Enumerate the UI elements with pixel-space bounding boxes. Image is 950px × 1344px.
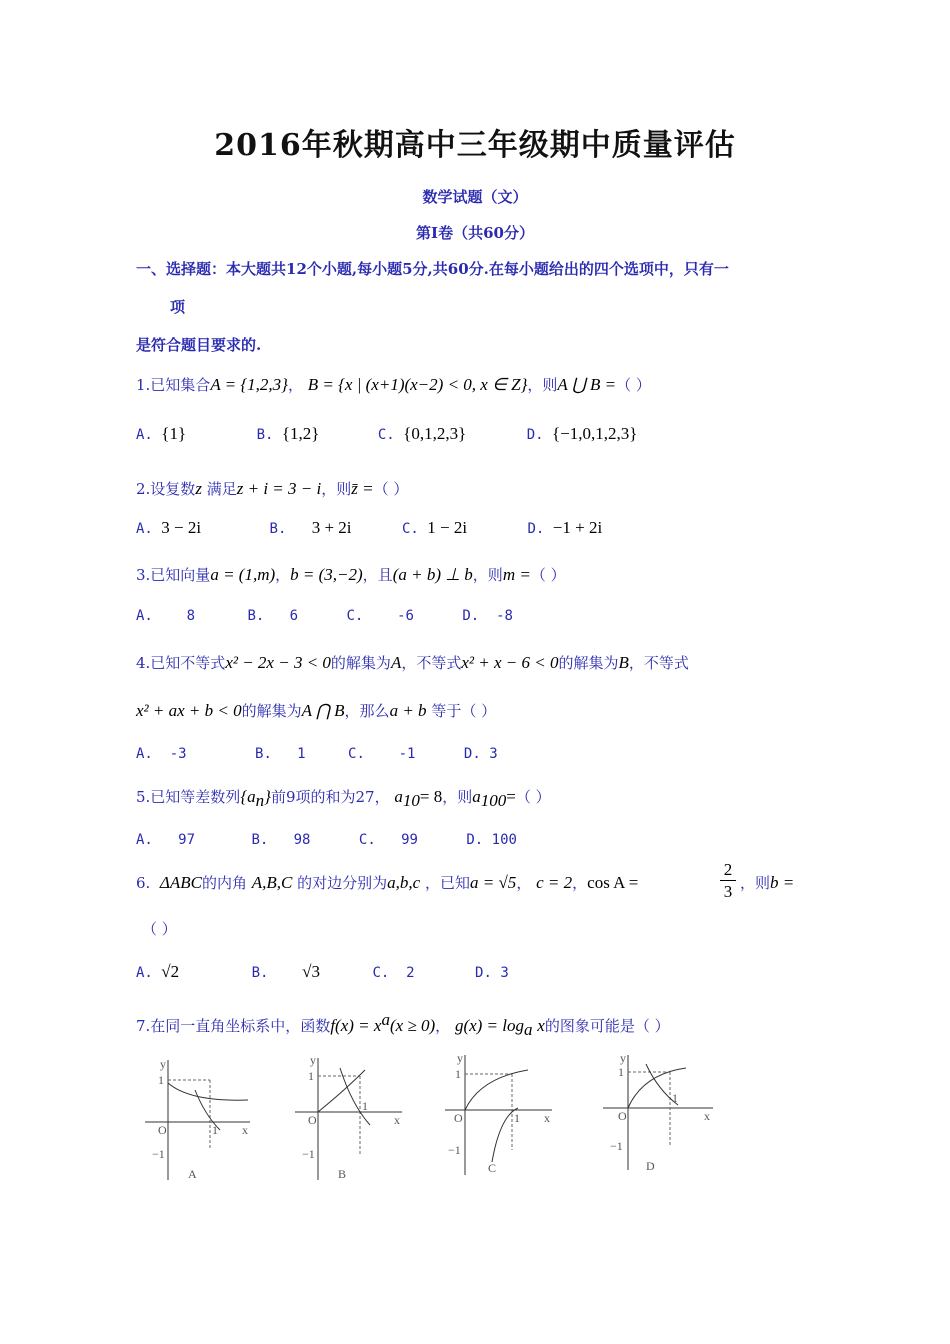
subtitle: 数学试题（文） bbox=[422, 188, 528, 206]
graph-c-y-label: y bbox=[457, 1051, 463, 1065]
graph-a-y-label: y bbox=[160, 1057, 166, 1071]
volume-label: 第Ⅰ卷（共60分） bbox=[416, 224, 534, 242]
graph-c-x-label: x bbox=[544, 1111, 550, 1125]
graph-b-origin: O bbox=[308, 1113, 317, 1127]
graph-a-neg-one: −1 bbox=[152, 1147, 165, 1161]
graph-d-neg-one: −1 bbox=[610, 1139, 623, 1153]
section-heading-line2: 项 bbox=[170, 298, 186, 316]
graph-c-neg-one: −1 bbox=[448, 1143, 461, 1157]
question-1-options: A. {1} B. {1,2} C. {0,1,2,3} D. {−1,0,1,2,3} bbox=[136, 424, 638, 443]
graph-c-label: C bbox=[488, 1161, 497, 1175]
graph-a-x-one: 1 bbox=[212, 1123, 218, 1137]
graph-d-one: 1 bbox=[618, 1065, 624, 1079]
question-4-options: A. -3 B. 1 C. -1 D. 3 bbox=[136, 746, 498, 762]
graph-b-y-label: y bbox=[310, 1053, 316, 1067]
graph-c-one: 1 bbox=[455, 1067, 461, 1081]
question-5: 5.已知等差数列$\{a_n\}$前9项的和为27， $a_{10}= 8$，则$a_{100}=$（ ） bbox=[136, 787, 551, 810]
question-4-cont: x² + ax + b < 0的解集为A ⋂ B，那么a + b 等于（ ） bbox=[136, 701, 497, 720]
graph-d-x-one: 1 bbox=[672, 1091, 678, 1105]
graph-b-x-one: 1 bbox=[362, 1099, 368, 1113]
page-title: 2016年秋期高中三年级期中质量评估 bbox=[214, 128, 736, 163]
graph-d-label: D bbox=[646, 1159, 655, 1173]
graph-a bbox=[145, 1057, 250, 1181]
graph-a-label: A bbox=[188, 1167, 197, 1181]
question-3-options: A. 8 B. 6 C. -6 D. -8 bbox=[136, 608, 513, 624]
question-2: 2.设复数z 满足z + i = 3 − i，则z̄ =（ ） bbox=[136, 479, 409, 498]
graph-c bbox=[445, 1051, 552, 1175]
graph-d-y-label: y bbox=[620, 1051, 626, 1065]
cos-fraction: 2 3 bbox=[720, 860, 736, 903]
graph-d-x-label: x bbox=[704, 1109, 710, 1123]
graph-b-x-label: x bbox=[394, 1113, 400, 1127]
graph-b-neg-one: −1 bbox=[302, 1147, 315, 1161]
graph-b-one: 1 bbox=[308, 1069, 314, 1083]
graph-c-x-one: 1 bbox=[514, 1111, 520, 1125]
graph-d-origin: O bbox=[618, 1109, 627, 1123]
section-heading-line3: 是符合题目要求的. bbox=[136, 336, 262, 354]
graph-d bbox=[603, 1051, 713, 1173]
graph-c-origin: O bbox=[454, 1111, 463, 1125]
question-2-options: A. 3 − 2i B. 3 + 2i C. 1 − 2i D. −1 + 2i bbox=[136, 518, 603, 537]
graph-a-one: 1 bbox=[158, 1073, 164, 1087]
question-5-options: A. 97 B. 98 C. 99 D. 100 bbox=[136, 832, 517, 848]
question-6-options: A. √2 B. √3 C. 2 D. 3 bbox=[136, 962, 509, 981]
graph-b bbox=[295, 1053, 402, 1181]
graph-a-origin: O bbox=[158, 1123, 167, 1137]
question-1: 1.已知集合A = {1,2,3}， B = {x | (x+1)(x−2) < 0, x ∈ Z}，则A ⋃ B =（ ） bbox=[136, 375, 651, 394]
graph-b-label: B bbox=[338, 1167, 347, 1181]
question-4: 4.已知不等式x² − 2x − 3 < 0的解集为A，不等式x² + x − 6 < 0的解集为B，不等式 bbox=[136, 653, 689, 672]
section-heading-line1: 一、选择题：本大题共12个小题,每小题5分,共60分.在每小题给出的四个选项中，只有一 bbox=[136, 260, 729, 278]
graph-a-x-label: x bbox=[242, 1123, 248, 1137]
question-6: 6. ΔABC的内角 A,B,C 的对边分别为a,b,c ，已知a = √5， c = 2，cos A = bbox=[136, 873, 639, 892]
question-6-tail: ，则b = bbox=[740, 873, 795, 892]
question-3: 3.已知向量a = (1,m)，b = (3,−2)，且(a + b) ⊥ b，则m =（ ） bbox=[136, 565, 566, 584]
question-6-paren: （ ） bbox=[142, 920, 177, 938]
function-graphs bbox=[140, 1050, 720, 1190]
question-7: 7.在同一直角坐标系中，函数$f(x) = x^a(x \ge 0)$， $g(x) = \log_a x$的图象可能是（ ） bbox=[136, 1010, 670, 1039]
